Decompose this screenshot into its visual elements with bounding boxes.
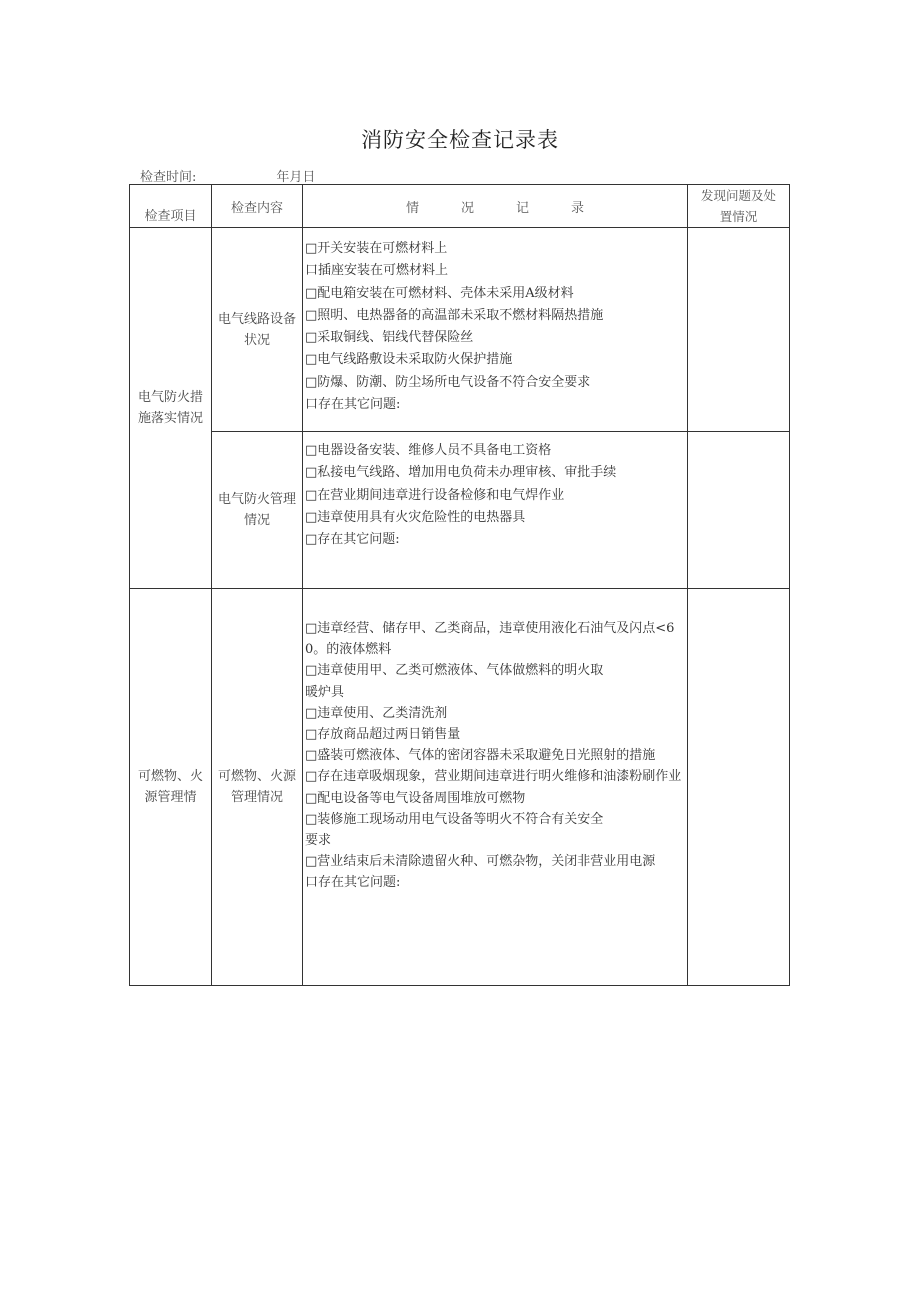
content-electrical-fire-management: 电气防火管理 情况 — [212, 432, 303, 589]
checklist-item: □存在违章吸烟现象，营业期间违章进行明火维修和油漆粉刷作业 — [305, 769, 682, 785]
checklist-item: 暖炉具 — [305, 684, 345, 700]
checklist-item: 口存在其它问题: — [305, 397, 401, 413]
page-title: 消防安全检查记录表 — [361, 128, 559, 152]
table-row — [130, 589, 790, 986]
checklist-item: □营业结束后未清除遗留火种、可燃杂物，关闭非营业用电源 — [305, 854, 656, 870]
checklist-item: □在营业期间违章进行设备检修和电气焊作业 — [305, 487, 565, 503]
content-combustibles-fire-sources: 可燃物、火源 管理情况 — [212, 589, 303, 986]
checklist-item: 口存在其它问题: — [305, 875, 401, 891]
checklist-item: □违章使用甲、乙类可燃液体、气体做燃料的明火取 — [305, 663, 604, 679]
inspection-date-value: 年月日 — [276, 170, 316, 185]
checklist-item: □配电设备等电气设备周围堆放可燃物 — [305, 790, 526, 806]
category-combustibles-fire-sources: 可燃物、火 源管理情 — [130, 589, 212, 986]
checklist-item: □存在其它问题: — [305, 532, 400, 548]
checklist-item: □开关安装在可燃材料上 — [305, 241, 448, 256]
found-issues-cell — [688, 589, 790, 986]
checklist-item: □采取铜线、铝线代替保险丝 — [305, 330, 474, 346]
checklist-item: □盛装可燃液体、气体的密闭容器未采取避免日光照射的措施 — [305, 748, 656, 764]
table-row — [130, 432, 790, 589]
header-inspection-item: 检查项目 — [130, 185, 212, 228]
situation-electrical-wiring — [303, 228, 688, 432]
inspection-date-line — [140, 166, 315, 185]
checklist-item: □私接电气线路、增加用电负荷未办理审核、审批手续 — [305, 465, 617, 481]
checklist-item: □配电箱安装在可燃材料、壳体未采用A级材料 — [305, 285, 574, 301]
checklist-item: □违章经营、储存甲、乙类商品，违章使用液化石油气及闪点<60。的液体燃料 — [305, 621, 675, 658]
checklist-item: □存放商品超过两日销售量 — [305, 727, 461, 743]
found-issues-cell — [688, 228, 790, 432]
found-issues-cell — [688, 432, 790, 589]
checklist-item: □电气线路敷设未采取防火保护措施 — [305, 352, 513, 368]
situation-electrical-fire-management — [303, 432, 688, 589]
content-electrical-wiring: 电气线路设备 状况 — [212, 228, 303, 432]
header-inspection-content: 检查内容 — [212, 185, 303, 228]
inspection-date-label: 检查时间: — [140, 170, 197, 185]
header-found-issues: 发现问题及处 置情况 — [688, 185, 790, 228]
header-situation-record: 情况记录 — [303, 185, 688, 228]
checklist-item: □装修施工现场动用电气设备等明火不符合有关安全 — [305, 811, 604, 827]
situation-combustibles-fire-sources — [303, 589, 688, 986]
checklist-item: □照明、电热器备的高温部未采取不燃材料隔热措施 — [305, 307, 604, 323]
checklist-item: 要求 — [305, 833, 332, 849]
checklist-item: □违章使用具有火灾危险性的电热器具 — [305, 509, 526, 525]
table-header-row — [130, 185, 790, 228]
checklist-item: 口插座安装在可燃材料上 — [305, 263, 449, 279]
inspection-record-table — [129, 184, 790, 986]
checklist-item: □防爆、防潮、防尘场所电气设备不符合安全要求 — [305, 374, 591, 390]
category-electrical-fire-prevention: 电气防火措 施落实情况 — [130, 228, 212, 589]
table-row — [130, 228, 790, 432]
checklist-item: □违章使用、乙类清洗剂 — [305, 705, 448, 721]
checklist-item: □电器设备安装、维修人员不具备电工资格 — [305, 443, 552, 458]
